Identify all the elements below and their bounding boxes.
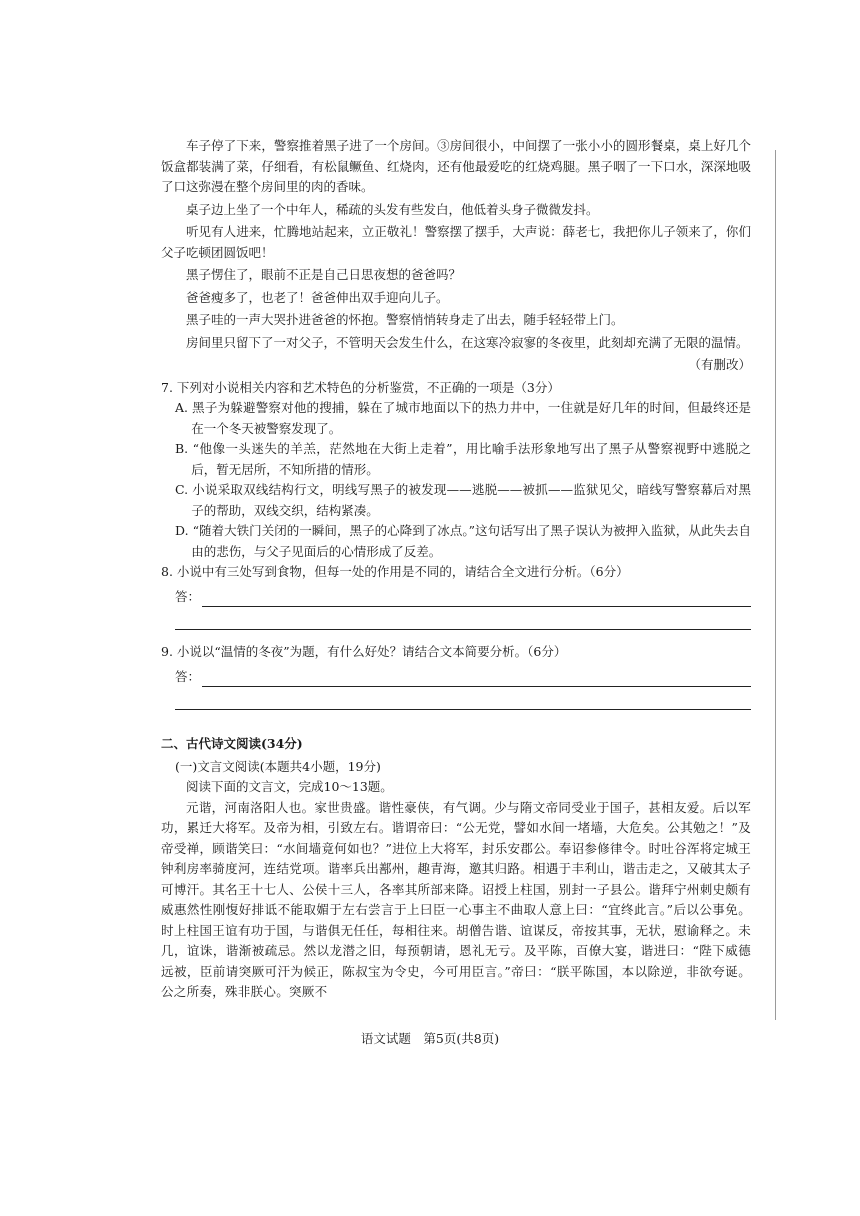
story-excerpt — [161, 136, 751, 376]
question-9 — [161, 642, 751, 710]
story-paragraph: 桌子边上坐了一个中年人，稀疏的头发有些发白，他低着头身子微微发抖。 — [186, 201, 599, 217]
reading-instruction: 阅读下面的文言文，完成10～13题。 — [186, 779, 393, 794]
subsection-title: (一)文言文阅读(本题共4小题，19分) — [175, 758, 381, 774]
option-d: D. “随着大铁门关闭的一瞬间，黑子的心降到了冰点。”这句话写出了黑子误认为被押入监狱，从此失去自由的悲伤，与父子见面后的心情形成了反差。 — [175, 523, 751, 559]
story-paragraph: 房间里只留下了一对父子，不管明天会发生什么，在这寒冷寂寥的冬夜里，此刻却充满了无限的温情。 — [186, 334, 749, 350]
answer-area-8[interactable] — [175, 587, 751, 608]
answer-line[interactable] — [175, 699, 751, 710]
option-a: A. 黑子为躲避警察对他的搜捕，躲在了城市地面以下的热力井中，一住就是好几年的时间，但最终还是在一个冬天被警察发现了。 — [175, 400, 751, 436]
question-7-stem: 7. 下列对小说相关内容和艺术特色的分析鉴赏，不正确的一项是（3分） — [161, 379, 560, 395]
answer-line[interactable] — [202, 592, 751, 607]
section-classical — [161, 734, 751, 1003]
question-7 — [161, 378, 751, 563]
story-paragraph: 车子停了下来，警察推着黑子进了一个房间。③房间很小，中间摆了一张小小的圆形餐桌，桌上好几个饭盒都装满了菜，仔细看，有松鼠鳜鱼、红烧肉，还有他最爱吃的红烧鸡腿。黑子咽了一下口水，深深地吸了口这弥漫在整个房间里的肉的香味。 — [161, 138, 751, 194]
scan-edge-line — [775, 150, 776, 1020]
story-paragraph: 爸爸瘦多了，也老了！爸爸伸出双手迎向儿子。 — [186, 289, 449, 305]
question-8-stem: 8. 小说中有三处写到食物，但每一处的作用是不同的，请结合全文进行分析。（6分） — [161, 564, 629, 579]
option-c: C. 小说采取双线结构行文，明线写黑子的被发现——逃脱——被抓——监狱见父，暗线写警察幕后对黑子的帮助，双线交织，结构紧凑。 — [175, 482, 751, 518]
question-9-stem: 9. 小说以“温情的冬夜”为题，有什么好处？请结合文本简要分析。（6分） — [161, 644, 567, 659]
story-paragraph: 听见有人进来，忙腾地站起来，立正敬礼！警察摆了摆手，大声说：薛老七，我把你儿子领来了，你们父子吃顿团圆饭吧！ — [161, 224, 751, 260]
page-footer: 语文试题 第5页(共8页) — [360, 1031, 500, 1046]
answer-label: 答： — [175, 588, 201, 604]
answer-line[interactable] — [175, 619, 751, 630]
section-title: 二、古代诗文阅读(34分) — [161, 736, 303, 751]
answer-line[interactable] — [202, 672, 751, 687]
question-8 — [161, 562, 751, 630]
answer-label: 答： — [175, 668, 201, 684]
answer-area-9[interactable] — [175, 667, 751, 688]
page-content — [161, 136, 751, 1003]
classical-text: 元谐，河南洛阳人也。家世贵盛。谐性豪侠，有气调。少与隋文帝同受业于国子，甚相友爱。后以军功，累迁大将军。及帝为相，引致左右。谐谓帝曰：“公无党，譬如水间一堵墙，大危矣。公其勉之！”及帝受禅，顾谐笑曰：“水间墙竟何如也？”进位上大将军，封乐安郡公。奉诏参修律令。时吐谷浑将定城王钟利房率骑度河，连结党项。谐率兵出鄯州，趣青海，邀其归路。相遇于丰利山，谐击走之，又破其太子可博汗。其名王十七人、公侯十三人，各率其所部来降。诏授上柱国，别封一子县公。谐拜宁州刺史颇有威惠然性刚愎好排诋不能取媚于左右尝言于上曰臣一心事主不曲取人意上曰：“宜终此言。”后以公事免。时上柱国王谊有功于国，与谐俱无任任，每相往来。胡僧告谐、谊谋反，帝按其事，无状，慰谕释之。未几，谊诛，谐渐被疏忌。然以龙潜之旧，每预朝请，恩礼无亏。及平陈，百僚大宴，谐进曰：“陛下威德远被，臣前请突厥可汗为候正，陈叔宝为令史，今可用臣言。”帝曰：“朕平陈国，本以除逆，非欲夸诞。公之所奏，殊非朕心。突厥不 — [161, 799, 751, 999]
story-paragraph: 黑子愣住了，眼前不正是自己日思夜想的爸爸吗？ — [186, 267, 462, 282]
option-b: B. “他像一头迷失的羊羔，茫然地在大街上走着”，用比喻手法形象地写出了黑子从警察视野中逃脱之后，暂无居所，不知所措的情形。 — [175, 441, 751, 477]
edit-note: （有删改） — [688, 357, 751, 372]
story-paragraph: 黑子哇的一声大哭扑进爸爸的怀抱。警察悄悄转身走了出去，随手轻轻带上门。 — [186, 312, 624, 327]
